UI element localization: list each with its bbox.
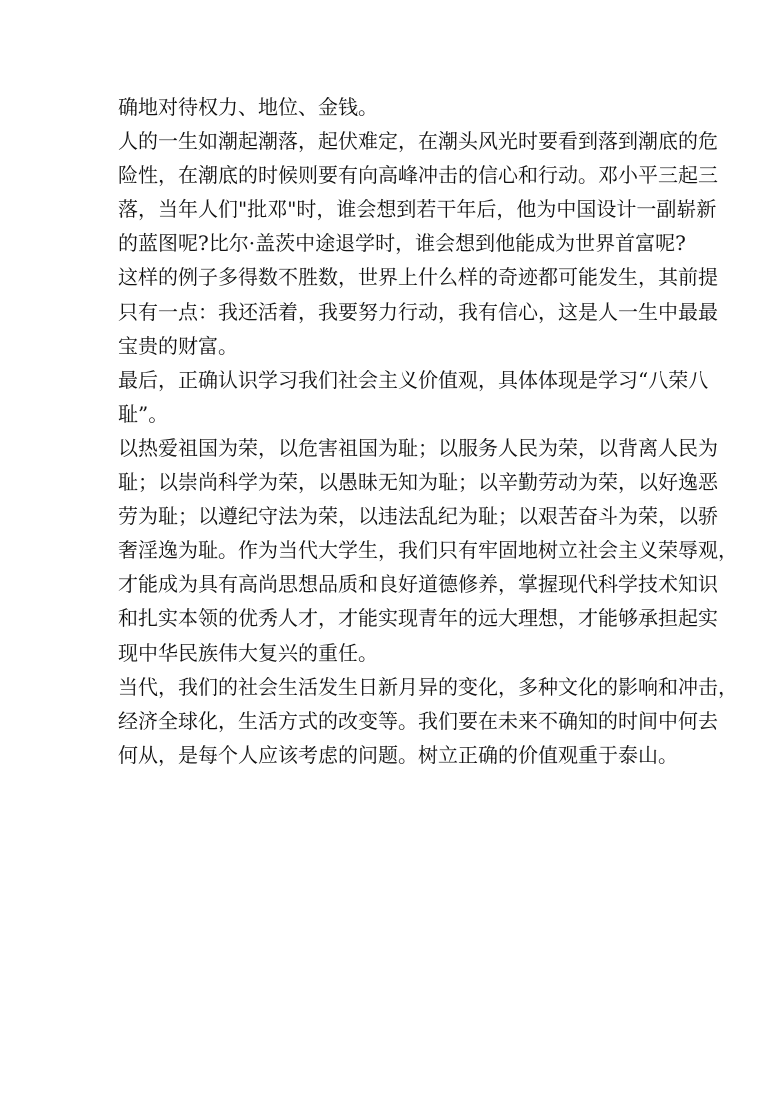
text-line: 宝贵的财富。	[118, 333, 238, 358]
text-line: 劳为耻；以遵纪守法为荣，以违法乱纪为耻；以艰苦奋斗为荣，以骄	[118, 504, 718, 529]
text-line: 险性，在潮底的时候则要有向高峰冲击的信心和行动。邓小平三起三	[118, 163, 718, 188]
text-line: 才能成为具有高尚思想品质和良好道德修养，掌握现代科学技术知识	[118, 572, 718, 597]
text-line: 耻；以崇尚科学为荣，以愚昧无知为耻；以辛勤劳动为荣，以好逸恶	[118, 470, 718, 495]
document-body	[118, 90, 738, 772]
text-line: 当代，我们的社会生活发生日新月异的变化，多种文化的影响和冲击，	[118, 674, 738, 699]
text-line: 只有一点：我还活着，我要努力行动，我有信心，这是人一生中最最	[118, 299, 718, 324]
text-line: 落，当年人们"批邓"时，谁会想到若干年后，他为中国设计一副崭新	[118, 197, 717, 222]
text-line: 奢淫逸为耻。作为当代大学生，我们只有牢固地树立社会主义荣辱观，	[118, 538, 738, 563]
text-line: 经济全球化，生活方式的改变等。我们要在未来不确知的时间中何去	[118, 708, 718, 733]
text-line: 何从，是每个人应该考虑的问题。树立正确的价值观重于泰山。	[118, 742, 678, 767]
text-line: 的蓝图呢?比尔·盖茨中途退学时，谁会想到他能成为世界首富呢?	[118, 231, 686, 256]
text-line: 耻”。	[118, 401, 169, 426]
text-line: 确地对待权力、地位、金钱。	[118, 95, 378, 119]
text-line: 人的一生如潮起潮落，起伏难定，在潮头风光时要看到落到潮底的危	[118, 129, 718, 154]
text-line: 以热爱祖国为荣，以危害祖国为耻；以服务人民为荣，以背离人民为	[118, 435, 718, 460]
text-line: 最后，正确认识学习我们社会主义价值观，具体体现是学习“八荣八	[118, 367, 709, 392]
text-line: 现中华民族伟大复兴的重任。	[118, 640, 378, 665]
text-line: 和扎实本领的优秀人才，才能实现青年的远大理想，才能够承担起实	[118, 606, 718, 631]
text-line: 这样的例子多得数不胜数，世界上什么样的奇迹都可能发生，其前提	[118, 265, 718, 290]
